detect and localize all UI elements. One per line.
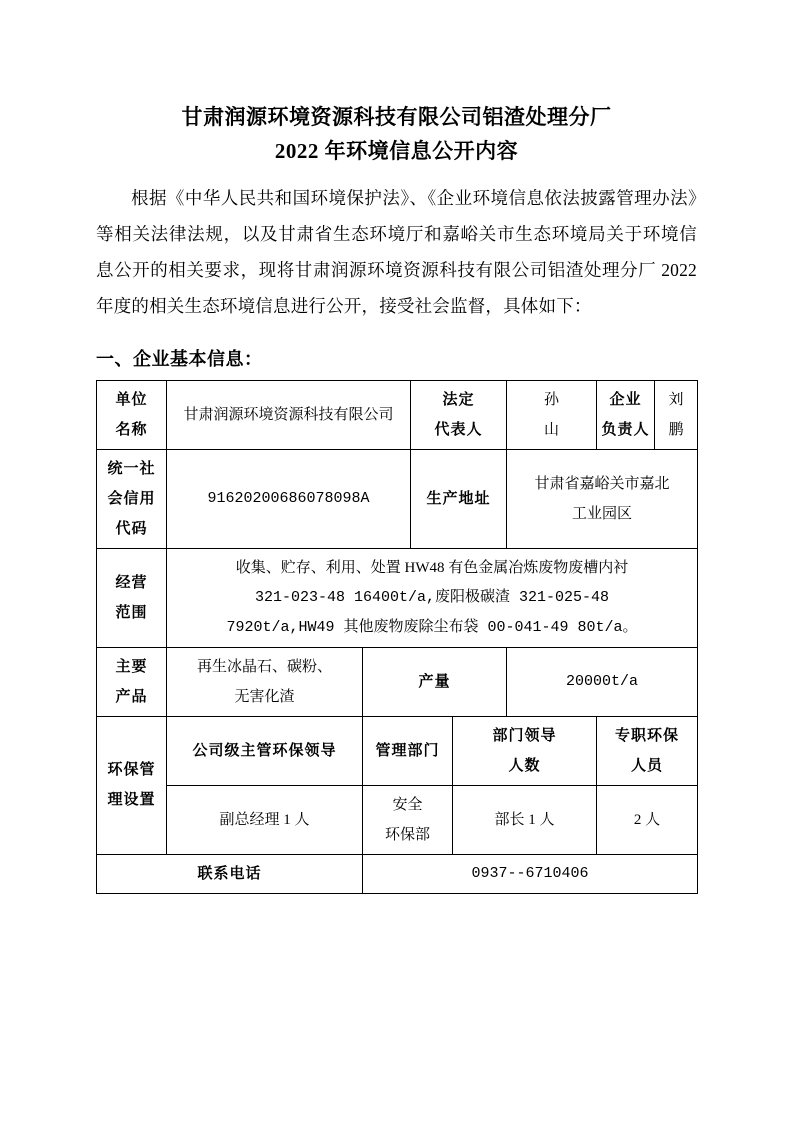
cell-value-department: 安全 环保部	[363, 785, 453, 854]
cell-phone: 0937--6710406	[363, 854, 698, 893]
section-heading-basic-info: 一、企业基本信息：	[96, 348, 263, 369]
cell-address: 甘肃省嘉峪关市嘉北 工业园区	[507, 449, 698, 548]
cell-label-scope: 经营 范围	[97, 548, 167, 647]
cell-label-legal-rep: 法定 代表人	[411, 380, 507, 449]
cell-label-unit-name: 单位 名称	[97, 380, 167, 449]
cell-head-fulltime-staff: 专职环保 人员	[597, 716, 698, 785]
title-line-1: 甘肃润源环境资源科技有限公司铝渣处理分厂	[181, 105, 612, 129]
cell-label-enterprise-head: 企业 负责人	[597, 380, 655, 449]
table-row	[97, 785, 698, 854]
intro-paragraph: 根据《中华人民共和国环境保护法》、《企业环境信息依法披露管理办法》等相关法律法规，以及甘肃省生态环境厅和嘉峪关市生态环境局关于环境信息公开的相关要求，现将甘肃润源环境资源科技有限公司铝渣处理分厂 2022 年度的相关生态环境信息进行公开，接受社会监督，具体如下：	[96, 188, 697, 316]
table-row	[97, 854, 698, 893]
table-row	[97, 716, 698, 785]
scope-line-2: 321-023-48 16400t/a,废阳极碳渣 321-025-48	[254, 588, 610, 606]
company-basic-info-table	[96, 380, 698, 894]
cell-enterprise-head: 刘 鹏	[655, 380, 698, 449]
cell-head-department: 管理部门	[363, 716, 453, 785]
table-row	[97, 647, 698, 716]
table-row	[97, 380, 698, 449]
cell-unit-name: 甘肃润源环境资源科技有限公司	[167, 380, 411, 449]
scope-line-3: 7920t/a,HW49 其他废物废除尘布袋 00-041-49 80t/a。	[226, 618, 638, 636]
cell-value-company-leader: 副总经理 1 人	[167, 785, 363, 854]
table-row	[97, 449, 698, 548]
cell-products: 再生冰晶石、碳粉、 无害化渣	[167, 647, 363, 716]
cell-output: 20000t/a	[507, 647, 698, 716]
cell-credit-code: 91620200686078098A	[167, 449, 411, 548]
cell-label-products: 主要 产品	[97, 647, 167, 716]
cell-value-fulltime-staff: 2 人	[597, 785, 698, 854]
cell-label-credit-code: 统一社 会信用 代码	[97, 449, 167, 548]
cell-value-dept-leader-count: 部长 1 人	[453, 785, 597, 854]
scope-line-1: 收集、贮存、利用、处置 HW48 有色金属冶炼废物废槽内衬	[235, 559, 629, 576]
page-title	[96, 100, 697, 168]
cell-head-dept-leader-count: 部门领导 人数	[453, 716, 597, 785]
table-row	[97, 548, 698, 647]
cell-scope	[167, 548, 698, 647]
cell-legal-rep: 孙 山	[507, 380, 597, 449]
cell-label-address: 生产地址	[411, 449, 507, 548]
title-line-2: 2022 年环境信息公开内容	[274, 139, 519, 163]
cell-label-phone: 联系电话	[97, 854, 363, 893]
cell-head-company-leader: 公司级主管环保领导	[167, 716, 363, 785]
cell-label-env-mgmt: 环保管 理设置	[97, 716, 167, 854]
cell-label-output: 产量	[363, 647, 507, 716]
